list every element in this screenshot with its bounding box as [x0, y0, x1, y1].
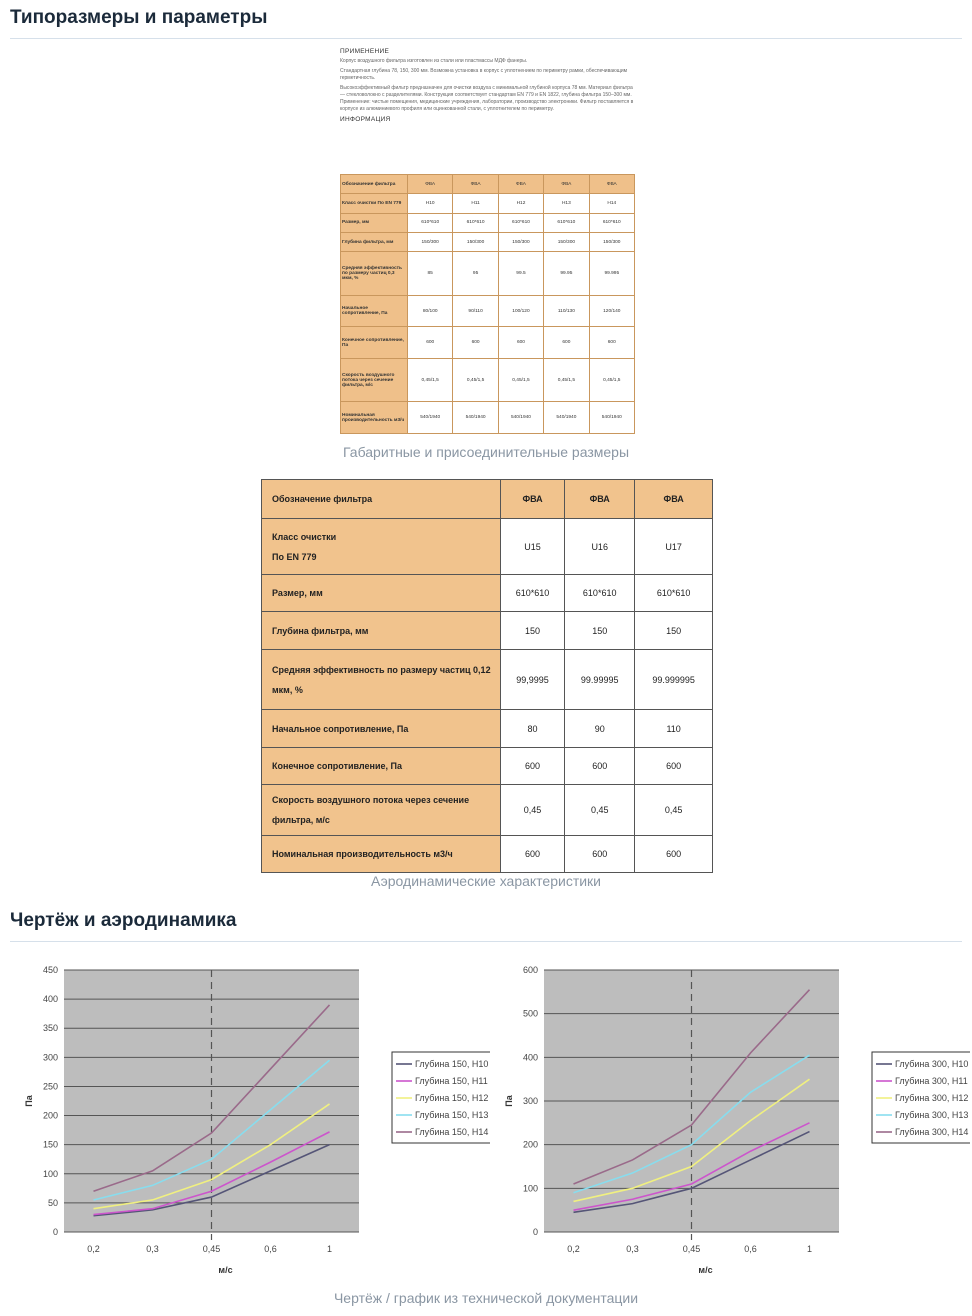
spec-cell: 110/130 — [544, 296, 589, 327]
spec-cell: 540/1940 — [544, 402, 589, 434]
row-label-line: Класс очистки — [272, 531, 337, 542]
spec-intro-line: Стандартная глубина 78, 150, 300 мм. Возможна установка в корпус с уплотнением по периметру рамки, обеспечивающим герметичность. — [340, 68, 628, 81]
y-tick-label: 600 — [522, 965, 538, 975]
legend-label: Глубина 300, H10 — [895, 1059, 969, 1069]
table-row — [262, 612, 713, 650]
x-tick-label: 0,45 — [202, 1244, 221, 1254]
row-label — [262, 519, 501, 575]
section-title-params: Типоразмеры и параметры — [10, 7, 268, 28]
legend-label: Глубина 150, H11 — [415, 1076, 488, 1086]
spec-cell: 600 — [544, 327, 589, 358]
legend-label: Глубина 150, H12 — [415, 1093, 489, 1103]
x-tick-label: 1 — [326, 1244, 333, 1254]
row-label-line: Глубина фильтра, мм — [272, 625, 369, 636]
x-tick-label: 0,3 — [626, 1244, 639, 1254]
spec-cell: 150/300 — [544, 233, 589, 252]
spec-row — [341, 233, 635, 252]
x-axis-label: м/с — [218, 1265, 233, 1275]
table-cell: 150 — [501, 612, 565, 650]
y-tick-label: 400 — [522, 1052, 538, 1063]
table-row — [262, 836, 713, 873]
row-label-line: фильтра, м/с — [272, 815, 330, 825]
table-cell: 600 — [635, 748, 713, 785]
table-cell: 600 — [635, 836, 713, 873]
spec-cell: 610*610 — [589, 213, 634, 232]
spec-cell: 610*610 — [544, 213, 589, 232]
table-cell: 600 — [565, 748, 635, 785]
spec-cell: 600 — [453, 327, 498, 358]
y-tick-label: 300 — [42, 1052, 58, 1063]
y-tick-label: 150 — [42, 1139, 58, 1150]
spec-cell: 540/1940 — [498, 402, 543, 434]
spec-cell: 0,45/1,5 — [544, 358, 589, 402]
spec-header-cell: ФВА — [589, 175, 634, 194]
y-tick-label: 250 — [42, 1081, 58, 1092]
spec-info-heading: ИНФОРМАЦИЯ — [340, 116, 391, 123]
spec-cell: 99.5 — [498, 252, 543, 296]
table-cell: U15 — [501, 519, 565, 575]
spec-row-label: Средняя эффективность по размеру частиц 0,3 мкм, % — [341, 252, 408, 296]
y-tick-label: 50 — [47, 1197, 58, 1208]
spec-cell: 0,45/1,5 — [589, 358, 634, 402]
spec-cell: 0,45/1,5 — [498, 358, 543, 402]
chart-depth-300 — [500, 958, 970, 1278]
spec-cell: 90/110 — [453, 296, 498, 327]
table-cell: 99.99995 — [565, 650, 635, 710]
spec-row-label: Класс очистки По EN 779 — [341, 194, 408, 213]
table-cell: 600 — [565, 836, 635, 873]
spec-intro-line: Высокоэффективный фильтр предназначен для очистки воздуха с минимальной глубиной корпуса 78 мм. Материал фильтра — стекловолокно с разделителями. Конструкция соответствует стандартам EN 779 и EN 1822, глубина фильтра 150–300 мм. Применение: чистые помещения, медицинские учреждения, лаборатории, производство электроники. Фильтр поставляется в корпусе из алюминиевого профиля или оцинкованной стали, с уплотнителем по периметру. — [340, 85, 634, 112]
x-tick-label: 0,3 — [146, 1244, 159, 1254]
table-cell: U16 — [565, 519, 635, 575]
y-tick-label: 300 — [522, 1096, 538, 1106]
spec-cell: 600 — [498, 327, 543, 358]
legend-label: Глубина 300, H13 — [895, 1110, 969, 1120]
spec-header-cell: ФВА — [498, 175, 543, 194]
row-label — [262, 748, 501, 785]
section-title-drawing: Чертёж и аэродинамика — [10, 910, 237, 931]
spec-sheet-table — [340, 174, 635, 434]
table-cell: U17 — [635, 519, 713, 575]
spec-row-label: Конечное сопротивление, Па — [341, 327, 408, 358]
caption-drawing: Чертёж / график из технической документации — [333, 1290, 639, 1306]
spec-row — [341, 296, 635, 327]
y-tick-label: 450 — [42, 965, 58, 975]
table-row — [262, 575, 713, 612]
spec-row-label: Глубина фильтра, мм — [341, 233, 408, 252]
header-cell: ФВА — [565, 480, 635, 519]
x-tick-label: 0,2 — [87, 1244, 100, 1254]
spec-row-label: Скорость воздушного потока через сечение фильтра, м/с — [341, 358, 408, 402]
spec-row — [341, 402, 635, 434]
table-cell: 0,45 — [565, 785, 635, 836]
y-axis-label: Па — [24, 1095, 34, 1107]
spec-cell: 600 — [589, 327, 634, 358]
scanned-spec-sheet — [336, 46, 640, 436]
y-tick-label: 350 — [42, 1023, 58, 1034]
legend-label: Глубина 300, H12 — [895, 1093, 969, 1103]
y-tick-label: 0 — [52, 1227, 58, 1237]
spec-cell: 85 — [408, 252, 453, 296]
table-row — [262, 748, 713, 785]
spec-cell: 600 — [408, 327, 453, 358]
table-cell: 600 — [501, 836, 565, 873]
table-cell: 610*610 — [565, 575, 635, 612]
spec-row-label: Размер, мм — [341, 213, 408, 232]
table-cell: 150 — [635, 612, 713, 650]
x-tick-label: 0,45 — [682, 1244, 701, 1254]
header-cell: ФВА — [635, 480, 713, 519]
spec-row-label: Начальное сопротивление, Па — [341, 296, 408, 327]
x-tick-label: 1 — [806, 1244, 813, 1254]
table-cell: 0,45 — [501, 785, 565, 836]
caption-aero: Аэродинамические характеристики — [370, 873, 601, 889]
spec-header-cell: ФВА — [453, 175, 498, 194]
table-row — [262, 710, 713, 748]
caption-dimensions: Габаритные и присоединительные размеры — [342, 444, 629, 460]
row-label — [262, 710, 501, 748]
spec-cell: 0,45/1,5 — [408, 358, 453, 402]
spec-cell: 540/1940 — [408, 402, 453, 434]
row-label-line: Начальное сопротивление, Па — [272, 723, 409, 734]
spec-cell: 0,45/1,5 — [453, 358, 498, 402]
section-divider — [10, 38, 962, 39]
spec-cell: 150/300 — [589, 233, 634, 252]
row-label — [262, 650, 501, 710]
spec-row — [341, 194, 635, 213]
row-label — [262, 836, 501, 873]
x-axis-label: м/с — [698, 1265, 713, 1275]
spec-cell: 150/300 — [498, 233, 543, 252]
spec-cell: 150/300 — [408, 233, 453, 252]
spec-cell: 99.95 — [544, 252, 589, 296]
spec-cell: 95 — [453, 252, 498, 296]
row-label-line: Скорость воздушного потока через сечение — [272, 795, 470, 805]
table-row — [262, 785, 713, 836]
y-tick-label: 200 — [522, 1139, 538, 1150]
row-label — [262, 785, 501, 836]
spec-cell: 540/1940 — [589, 402, 634, 434]
header-label: Обозначение фильтра — [262, 480, 501, 519]
table-cell: 110 — [635, 710, 713, 748]
table-cell: 99.999995 — [635, 650, 713, 710]
table-cell: 610*610 — [635, 575, 713, 612]
spec-row — [341, 358, 635, 402]
chart-depth-150 — [20, 958, 490, 1278]
row-label-line: Номинальная производительность м3/ч — [272, 849, 453, 859]
spec-header-cell: ФВА — [544, 175, 589, 194]
table-row — [262, 519, 713, 575]
row-label — [262, 612, 501, 650]
row-label-line: По EN 779 — [272, 551, 317, 562]
spec-cell: 610*610 — [408, 213, 453, 232]
table-row — [262, 650, 713, 710]
spec-intro — [340, 48, 636, 126]
spec-intro-line: Корпус воздушного фильтра изготовлен из стали или пластмассы МДФ фанеры. — [340, 58, 528, 64]
table-cell: 150 — [565, 612, 635, 650]
x-tick-label: 0,2 — [567, 1244, 580, 1254]
spec-cell: 150/300 — [453, 233, 498, 252]
spec-cell: H13 — [544, 194, 589, 213]
row-label-line: Размер, мм — [272, 588, 323, 598]
header-cell: ФВА — [501, 480, 565, 519]
spec-cell: H11 — [453, 194, 498, 213]
spec-cell: 610*610 — [498, 213, 543, 232]
spec-row — [341, 327, 635, 358]
spec-cell: 80/100 — [408, 296, 453, 327]
spec-cell: H12 — [498, 194, 543, 213]
spec-cell: 99.995 — [589, 252, 634, 296]
spec-row — [341, 213, 635, 232]
row-label-line: Конечное сопротивление, Па — [272, 761, 402, 771]
legend-label: Глубина 150, H13 — [415, 1110, 489, 1120]
spec-row-label: Номинальная производительность м3/ч — [341, 402, 408, 434]
legend-label: Глубина 300, H14 — [895, 1127, 969, 1137]
y-axis-label: Па — [504, 1095, 514, 1107]
spec-header-label: Обозначение фильтра — [341, 175, 408, 194]
y-tick-label: 200 — [42, 1110, 58, 1121]
y-tick-label: 500 — [522, 1008, 538, 1019]
row-label — [262, 575, 501, 612]
x-tick-label: 0,6 — [744, 1244, 757, 1254]
filter-parameters-table — [261, 479, 713, 873]
table-cell: 99,9995 — [501, 650, 565, 710]
spec-cell: 540/1940 — [453, 402, 498, 434]
y-tick-label: 400 — [42, 994, 58, 1005]
spec-intro-heading: ПРИМЕНЕНИЕ — [340, 48, 390, 55]
table-cell: 610*610 — [501, 575, 565, 612]
legend-label: Глубина 150, H14 — [415, 1127, 489, 1137]
spec-cell: 120/140 — [589, 296, 634, 327]
legend-label: Глубина 300, H11 — [895, 1076, 968, 1086]
spec-cell: H14 — [589, 194, 634, 213]
table-cell: 80 — [501, 710, 565, 748]
spec-cell: 610*610 — [453, 213, 498, 232]
spec-cell: H10 — [408, 194, 453, 213]
y-tick-label: 0 — [532, 1227, 538, 1237]
table-cell: 600 — [501, 748, 565, 785]
row-label-line: мкм, % — [272, 684, 303, 695]
row-label-line: Средняя эффективность по размеру частиц 0,12 — [272, 664, 491, 675]
y-tick-label: 100 — [522, 1183, 538, 1194]
x-tick-label: 0,6 — [264, 1244, 277, 1254]
table-cell: 0,45 — [635, 785, 713, 836]
table-cell: 90 — [565, 710, 635, 748]
spec-row — [341, 252, 635, 296]
legend-label: Глубина 150, H10 — [415, 1059, 489, 1069]
spec-cell: 100/120 — [498, 296, 543, 327]
spec-header-cell: ФВА — [408, 175, 453, 194]
y-tick-label: 100 — [42, 1168, 58, 1179]
section-divider — [10, 941, 962, 942]
